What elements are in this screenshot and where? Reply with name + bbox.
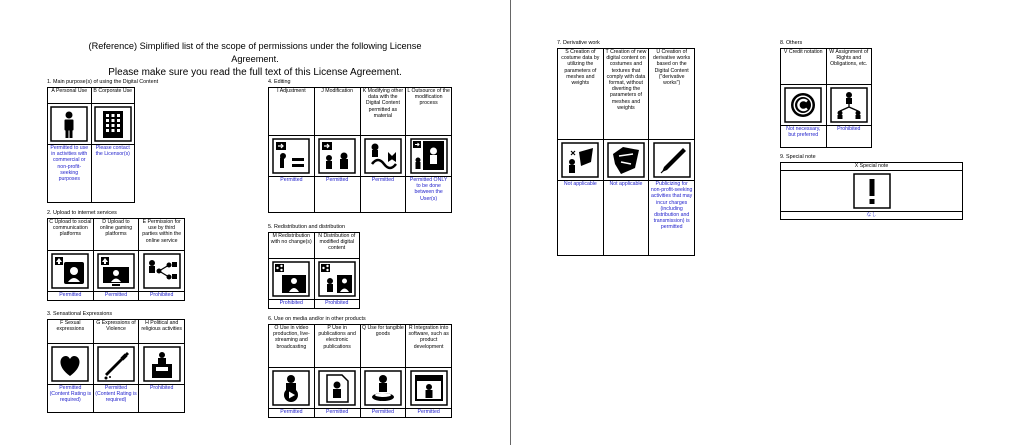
building-icon	[94, 106, 132, 142]
status-not-applicable: Not applicable	[603, 181, 649, 256]
column-head: D Upload to online gaming platforms	[93, 219, 139, 251]
permission-table	[47, 87, 135, 203]
page-divider	[510, 0, 511, 445]
costume-new-icon	[607, 142, 645, 178]
status-permitted-limited: Permitted ONLY to be done between the User(s)	[406, 177, 452, 213]
column-head: F Sexual expressions	[48, 320, 94, 344]
redistribute-icon	[272, 261, 310, 297]
upload-social-icon	[51, 253, 89, 289]
permission-table	[47, 218, 185, 301]
permission-table	[780, 162, 963, 220]
outsource-icon	[410, 138, 448, 174]
status-permitted: Permitted (Content Rating is required)	[93, 385, 139, 413]
goods-icon	[364, 370, 402, 406]
section-label: 1. Main purpose(s) of using the Digital Content	[47, 79, 159, 85]
column-head: J Modification	[314, 88, 360, 136]
status-credit: Not necessary, but preferred	[781, 126, 827, 148]
software-icon	[410, 370, 448, 406]
person-icon	[50, 106, 88, 142]
permission-table	[268, 232, 360, 309]
permission-table	[780, 48, 872, 148]
status-permitted: Permitted	[406, 409, 452, 418]
column-head: R Integration into software, such as product development	[406, 325, 452, 368]
status-contact: Please contact the Licensor(s)	[91, 145, 135, 203]
column-head: I Adjustment	[269, 88, 315, 136]
status-permitted: Permitted	[93, 292, 139, 301]
status-permitted: Permitted	[360, 409, 406, 418]
heart-icon	[51, 346, 89, 382]
column-head: T Creation of new digital content on costumes and textures that comply with data format, without diverting the parameters of meshes and weights	[603, 49, 649, 140]
status-prohibited: Prohibited	[314, 300, 360, 309]
section-upload	[47, 210, 185, 301]
column-head: E Permission for use by third parties within the online service	[139, 219, 185, 251]
status-permitted: Permitted	[314, 409, 360, 418]
column-head: P Use in publications and electronic publications	[314, 325, 360, 368]
column-head: U Creation of derivative works based on the Digital Content ("derivative works")	[649, 49, 695, 140]
column-head: W Assignment of Rights and Obligations, etc.	[826, 49, 872, 85]
pen-icon	[653, 142, 691, 178]
status-permitted: Permitted (Content Rating is required)	[48, 385, 94, 413]
section-sensational	[47, 311, 185, 413]
section-derivative	[557, 40, 695, 256]
column-head: H Political and religious activities	[139, 320, 185, 344]
status-not-applicable: Not applicable	[558, 181, 604, 256]
assignment-icon	[830, 87, 868, 123]
section-main-purpose	[47, 79, 158, 203]
column-head: V Credit notation	[781, 49, 827, 85]
status-prohibited: Prohibited	[139, 292, 185, 301]
status-prohibited: Prohibited	[269, 300, 315, 309]
adjustment-icon	[272, 138, 310, 174]
section-label: 8. Others	[780, 40, 803, 46]
copyright-icon	[784, 87, 822, 123]
column-head: S Creation of costume data by utilizing the parameters of meshes and weights	[558, 49, 604, 140]
column-head: B Corporate Use	[91, 88, 135, 104]
distribute-modified-icon	[318, 261, 356, 297]
column-head: Q Use for tangible goods	[360, 325, 406, 368]
title-line-1: (Reference) Simplified list of the scope of permissions under the following License Agreement.	[88, 41, 422, 64]
section-others	[780, 40, 872, 148]
status-permitted: Permitted	[360, 177, 406, 213]
status-permitted: Permitted	[269, 409, 315, 418]
document-title	[70, 40, 440, 79]
column-head: O Use in video production, live-streaming and broadcasting	[269, 325, 315, 368]
section-label: 6. Use on media and/or in other products	[268, 316, 366, 322]
section-label: 7. Derivative work	[557, 40, 600, 46]
share-third-party-icon	[143, 253, 181, 289]
permission-table	[47, 319, 185, 413]
publication-icon	[318, 370, 356, 406]
status-publicizing: Publicizing for non-profit-seeking activities that may incur charges (including distribution and transmission) is permitted	[649, 181, 695, 256]
status-permitted: Permitted	[314, 177, 360, 213]
status-none: なし	[781, 212, 963, 220]
column-head: M Redistribution with no change(s)	[269, 233, 315, 259]
section-special-note	[780, 154, 963, 220]
section-label: 9. Special note	[780, 154, 816, 160]
section-label: 5. Redistribution and distribution	[268, 224, 346, 230]
video-icon	[272, 370, 310, 406]
section-media-products	[268, 316, 452, 418]
permission-table	[557, 48, 695, 256]
column-head: A Personal Use	[48, 88, 92, 104]
podium-icon	[143, 346, 181, 382]
upload-game-icon	[97, 253, 135, 289]
modify-other-icon	[364, 138, 402, 174]
exclamation-icon	[853, 173, 891, 209]
section-label: 3. Sensational Expressions	[47, 311, 113, 317]
permission-table	[268, 87, 452, 213]
column-head: G Expressions of Violence	[93, 320, 139, 344]
knife-icon	[97, 346, 135, 382]
status-permitted: Permitted to use in activities with commercial or non-profit-seeking purposes	[48, 145, 92, 203]
column-head: C Upload to social communication platforms	[48, 219, 94, 251]
title-line-2: Please make sure you read the full text of this License Agreement.	[108, 67, 402, 78]
section-redistribution	[268, 224, 360, 309]
column-head: N Distribution of modified digital content	[314, 233, 360, 259]
status-permitted: Permitted	[269, 177, 315, 213]
modification-icon	[318, 138, 356, 174]
column-head: X Special note	[781, 163, 963, 171]
permission-table	[268, 324, 452, 418]
column-head: K Modifying other data with the Digital Content permitted as material	[360, 88, 406, 136]
column-head: L Outsource of the modification process	[406, 88, 452, 136]
section-label: 2. Upload to internet services	[47, 210, 117, 216]
costume-params-icon	[561, 142, 599, 178]
status-permitted: Permitted	[48, 292, 94, 301]
status-prohibited: Prohibited	[139, 385, 185, 413]
status-prohibited: Prohibited	[826, 126, 872, 148]
section-label: 4. Editing	[268, 79, 291, 85]
section-editing	[268, 79, 452, 213]
